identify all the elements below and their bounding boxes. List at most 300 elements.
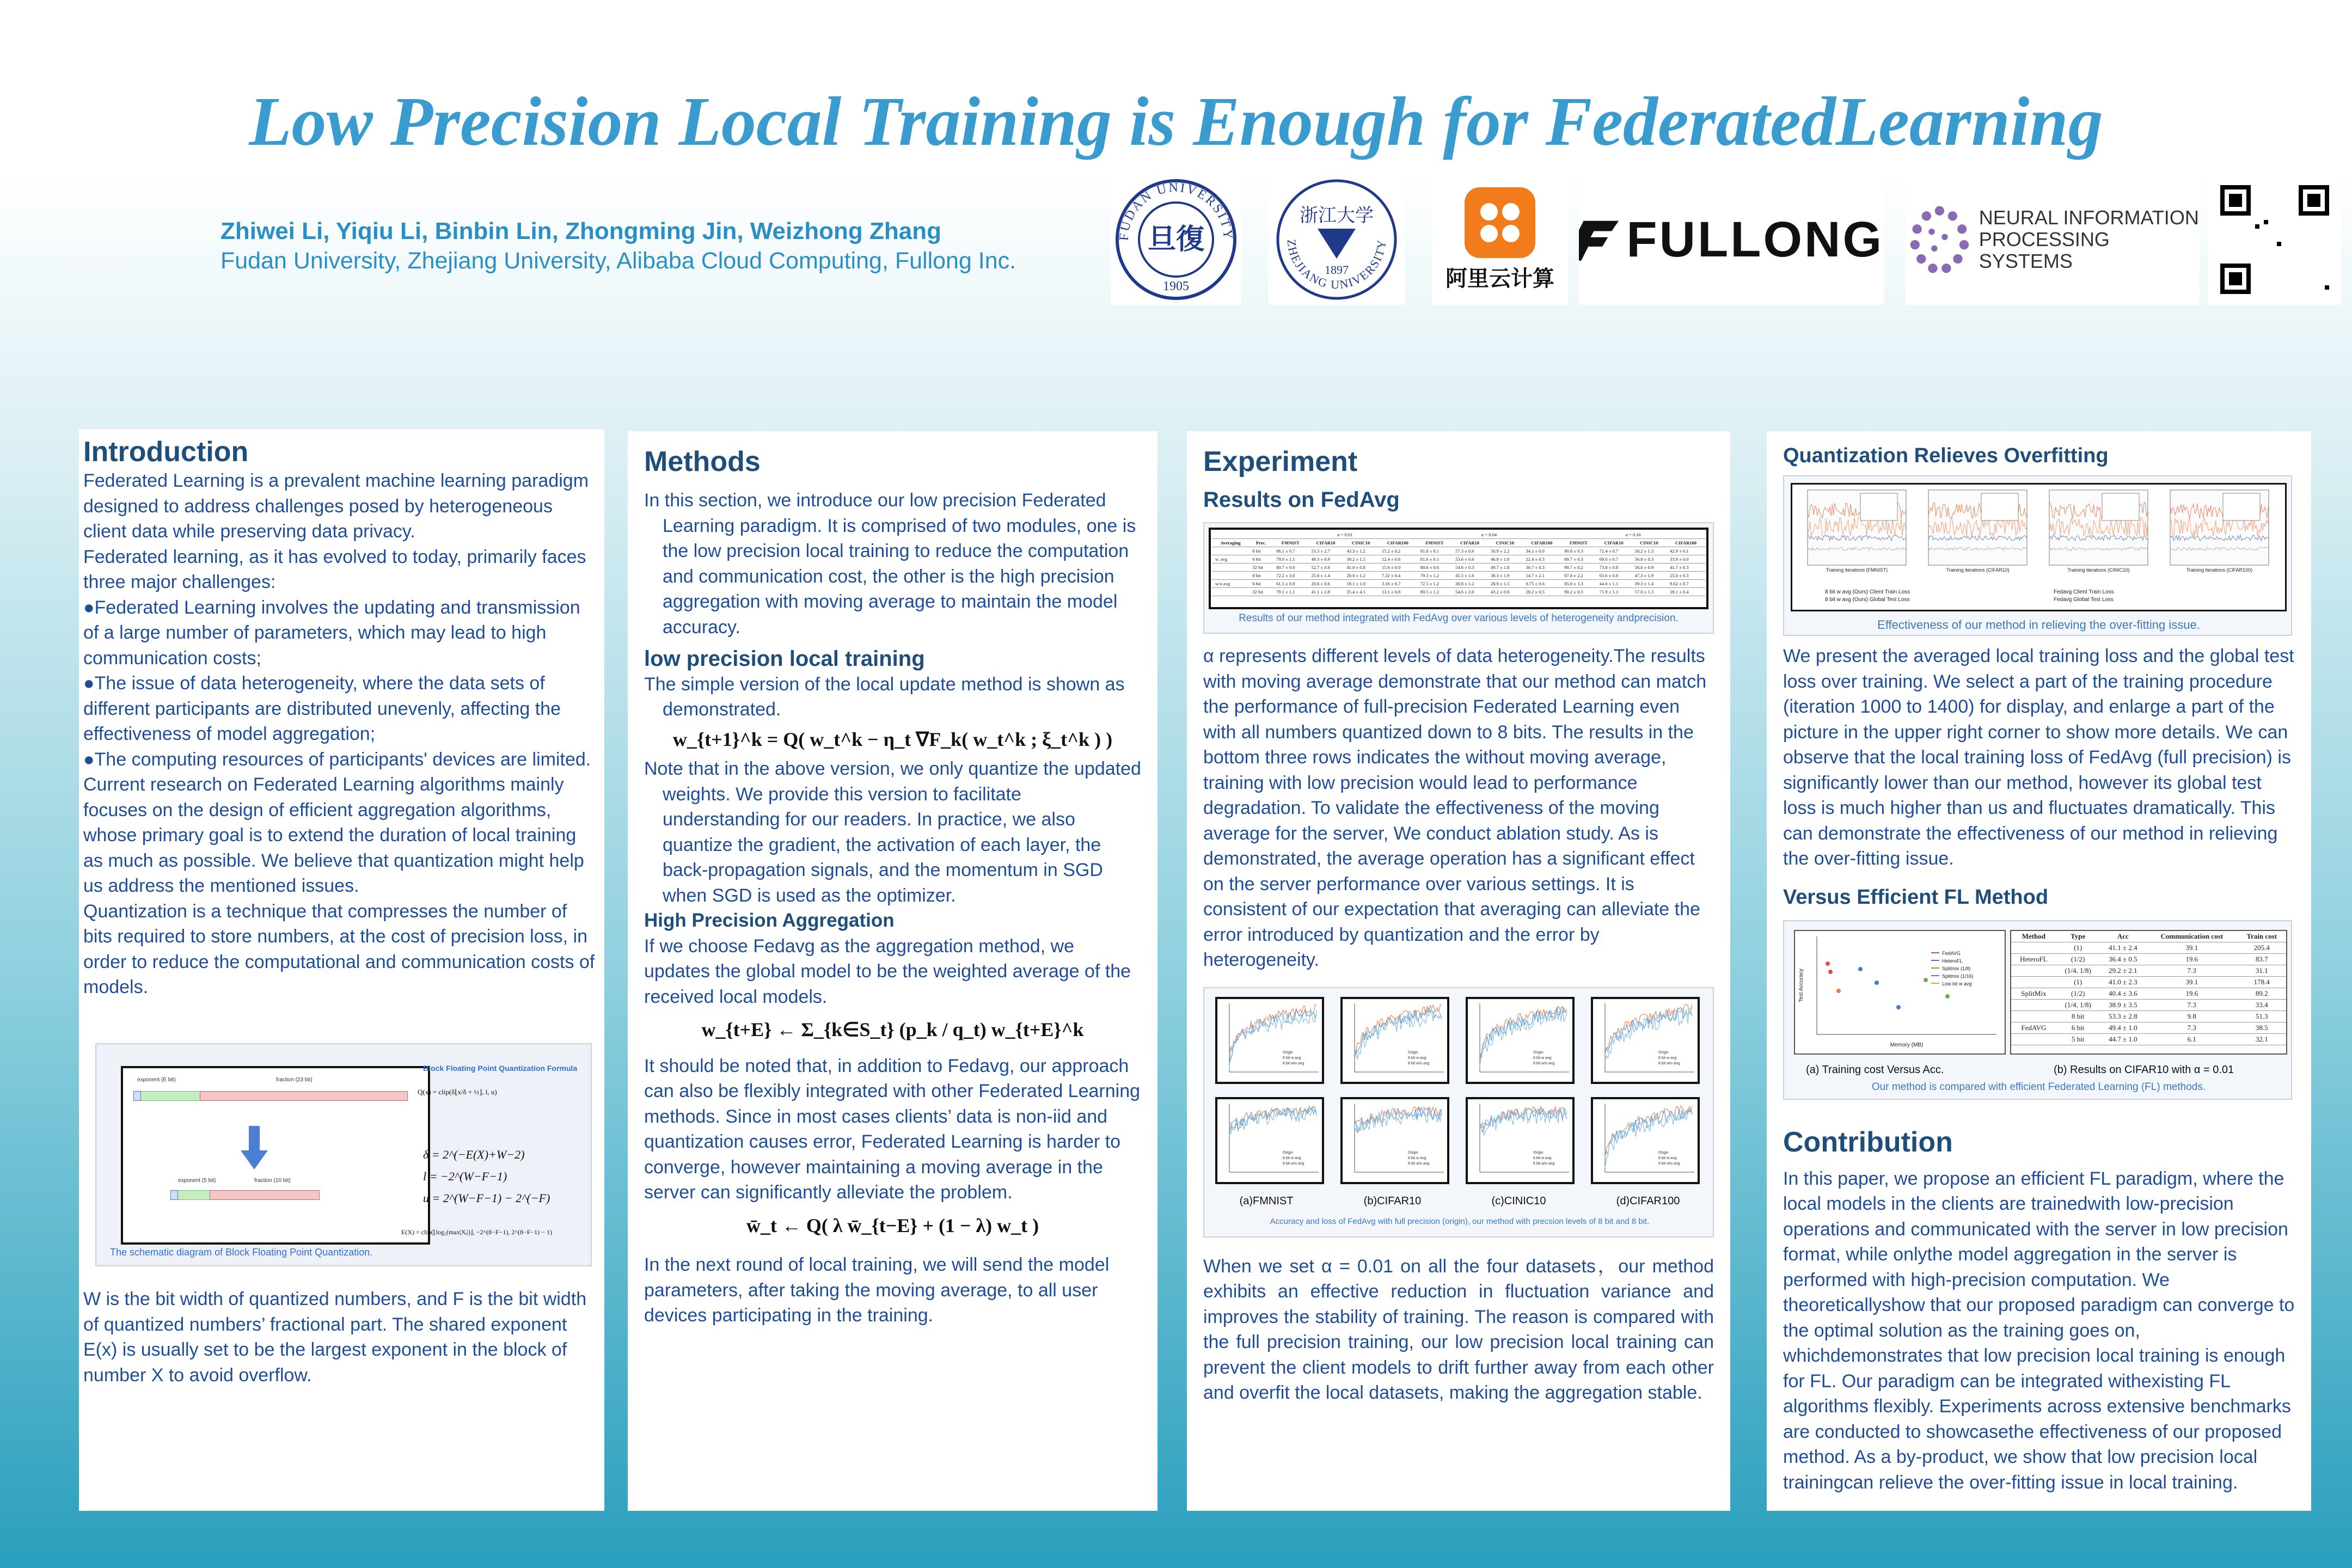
table-cell: 40.4 ± 3.6 <box>2100 988 2147 999</box>
methods-final: In the next round of local training, we will send the model parameters, after taking the moving average, to all user devices participating in the training. <box>644 1254 1110 1326</box>
table-cell: HeteroFL <box>2011 953 2056 965</box>
versus-results-table <box>2011 931 2286 1045</box>
plot-point <box>1858 967 1863 971</box>
table-cell <box>1212 564 1249 572</box>
mini-legend-label: 8 bit w avg <box>1408 1056 1426 1060</box>
versus-sub-a: (a) Training cost Versus Acc. <box>1806 1063 1944 1076</box>
table-cell <box>2011 999 2056 1010</box>
table-row <box>2011 988 2286 999</box>
table-cell: 205.4 <box>2237 942 2286 953</box>
plot-xlabel: Memory (MB) <box>1890 1042 1924 1048</box>
plot-legend-label: Splitmix (1/16) <box>1942 973 1974 979</box>
table-cell: 39.1 <box>2146 942 2237 953</box>
zju-year: 1897 <box>1325 263 1349 277</box>
table-cell: 7.3 <box>2146 965 2237 976</box>
experiment-para1: α represents different levels of data heterogeneity.The results with moving average demonstrate that our method can match the performance of full-precision Federated Learning even with all numbers quantized down to 8 bits. The results in the bottom three rows indicates the without moving average, training with low precision would lead to performance degradation. To validate the effectiveness of the moving average for the server, We conduct ablation study. As is demonstrated, the average operation has a significant effect on the server performance over various settings. It is consistent of our expectation that averaging can alleviate the error introduced by quantization and the error by heterogeneity. <box>1203 646 1707 970</box>
table-cell: 56.6 ± 0.9 <box>1632 564 1667 572</box>
table-cell: 80.6 ± 0.6 <box>1417 564 1452 572</box>
eq-aggregation: w_{t+E} ← Σ_{k∈S_t} (p_k / q_t) w_{t+E}^k <box>701 1019 1084 1040</box>
table-cell: 6 bit <box>1249 555 1273 564</box>
overfitting-xlabel: Training iterations (CIFAR10) <box>1946 567 2010 573</box>
intro-paragraph: Federated learning, as it has evolved to today, primarily faces three major challenges: <box>83 546 586 592</box>
table-row <box>2011 953 2286 965</box>
table-cell: 41.1 ± 2.8 <box>1308 588 1344 596</box>
overfitting-legend-label: Fedavg Global Test Loss <box>2054 597 2114 603</box>
table-cell: 25.0 ± 0.3 <box>1667 572 1705 580</box>
bfp-exp-label: exponent (E bit) <box>137 1077 176 1083</box>
table-cell: 90.2 ± 0.3 <box>1561 588 1596 596</box>
table-cell: 80.5 ± 1.2 <box>1417 588 1452 596</box>
table-cell <box>2011 1010 2056 1022</box>
fedavg-mini-chart <box>1215 997 1324 1084</box>
table-header-cell: CIFAR100 <box>1667 539 1705 547</box>
fedavg-chart-caption: Accuracy and loss of FedAvg with full precision (origin), our method with precsion levels of 8 bit and 8 bit. <box>1270 1216 1650 1226</box>
authors: Zhiwei Li, Yiqiu Li, Binbin Lin, Zhongming Jin, Weizhong Zhang <box>220 218 941 244</box>
table-header-cell: Averaging <box>1212 539 1249 547</box>
contribution-heading: Contribution <box>1783 1126 1953 1158</box>
fudan-year: 1905 <box>1163 279 1189 293</box>
table-row <box>2011 965 2286 976</box>
table-cell: 33.4 <box>2237 999 2286 1010</box>
table-cell: 47.3 ± 1.9 <box>1632 572 1667 580</box>
table-header-cell: FMNIST <box>1561 539 1596 547</box>
experiment-para2: When we set α = 0.01 on all the four datasets，our method exhibits an effective reduction in fluctuation variance and improves the stability of training. The reason is compared with the full precision training, our low precision local training can prevent the client models to drift further away from each other and overfit the local datasets, making the aggregation stable. <box>1203 1255 1714 1403</box>
overfitting-caption: Effectiveness of our method in relieving the over-fitting issue. <box>1877 618 2200 632</box>
versus-sub-b: (b) Results on CIFAR10 with α = 0.01 <box>2054 1063 2234 1076</box>
table-cell: 35.4 ± 4.1 <box>1343 588 1378 596</box>
table-cell: 38.9 ± 3.5 <box>2100 999 2147 1010</box>
table-row <box>1212 547 1705 555</box>
mini-chart-label: (d)CIFAR100 <box>1616 1195 1680 1207</box>
fullong-logo <box>1579 174 1884 305</box>
overfitting-figure <box>1783 475 2292 636</box>
table-cell: 53.3 ± 2.7 <box>1308 547 1344 555</box>
mini-chart-label: (a)FMNIST <box>1239 1195 1294 1207</box>
overfitting-legend-label: Fedavg Client Train Loss <box>2054 589 2114 595</box>
poster-title: Low Precision Local Training is Enough for FederatedLearning <box>249 83 2103 160</box>
bfp-figure <box>95 1043 592 1266</box>
overfitting-legend-label: 8 bit w avg (Ours) Global Test Loss <box>1825 597 1910 603</box>
zju-glyph: 浙江大学 <box>1300 205 1374 226</box>
plot-legend-label: Low bit w avg <box>1942 981 1972 987</box>
table-header-cell: FMNIST <box>1417 539 1452 547</box>
intro-bullet: ●The computing resources of participants' devices are limited. <box>83 749 591 770</box>
table-cell: 57.3 ± 0.6 <box>1452 547 1487 555</box>
table-header-cell: CIFAR10 <box>1452 539 1487 547</box>
introduction-panel <box>79 429 604 1511</box>
methods-note2: It should be noted that, in addition to Fedavg, our approach can also be flexibly integrated with other Federated Learning methods. Since in most cases clients’ data is non-iid and quantization causes error, Federated Learning is harder to converge, however maintaining a moving average in the server can significantly alleviate the problem. <box>644 1055 1141 1203</box>
fudan-logo <box>1111 174 1241 305</box>
table-cell: (1/4, 1/8) <box>2056 965 2100 976</box>
mini-legend-label: 8 bit w/o avg <box>1408 1061 1430 1065</box>
table-header-cell: Type <box>2056 931 2100 942</box>
table-cell: 49.7 ± 1.8 <box>1487 564 1522 572</box>
table-cell: 81.6 ± 0.1 <box>1417 555 1452 564</box>
table-cell: 43.2 ± 0.6 <box>1487 588 1522 596</box>
table-cell: 7.3 <box>2146 999 2237 1010</box>
mini-legend-label: 8 bit w avg <box>1408 1156 1426 1160</box>
plot-legend-label: Splitmix (1/8) <box>1942 965 1971 971</box>
table-cell: 72.4 ± 0.7 <box>1596 547 1632 555</box>
table-cell: 38.5 <box>2237 1022 2286 1033</box>
table-cell: 15.2 ± 0.2 <box>1379 547 1417 555</box>
table-cell: 6 bit <box>2056 1022 2100 1033</box>
table-cell: 41.7 ± 0.3 <box>1667 564 1705 572</box>
zju-ring-text: ZHEJIANG UNIVERSITY <box>1284 238 1389 292</box>
table-cell: (1/2) <box>2056 953 2100 965</box>
table-row <box>2011 976 2286 988</box>
table-cell: 39.3 ± 1.4 <box>1632 580 1667 588</box>
introduction-text <box>83 468 600 1000</box>
table-cell: 71.9 ± 1.3 <box>1596 588 1632 596</box>
table-cell: 49.4 ± 1.0 <box>2100 1022 2147 1033</box>
plot-point <box>1836 989 1841 993</box>
table-cell: 29.2 ± 2.1 <box>2100 965 2147 976</box>
table-cell: 85.0 ± 1.3 <box>1561 580 1596 588</box>
table-cell: 72.5 ± 1.2 <box>1417 580 1452 588</box>
table-header-cell: CIFAR100 <box>1379 539 1417 547</box>
alpha-group-header: α = 0.04 <box>1417 531 1561 539</box>
table-cell: 7.32 ± 0.4 <box>1379 572 1417 580</box>
table-cell <box>2011 965 2056 976</box>
table-header-cell: CIFAR100 <box>1522 539 1561 547</box>
table-cell: 39.2 ± 1.5 <box>1343 555 1378 564</box>
table-cell: (1) <box>2056 942 2100 953</box>
table-cell: 87.8 ± 2.2 <box>1561 572 1596 580</box>
table-cell: 30.7 ± 0.3 <box>1522 564 1561 572</box>
table-header-cell: Acc <box>2100 931 2147 942</box>
alibaba-cloud-text: 阿里云计算 <box>1445 266 1554 291</box>
table-cell: 45.5 ± 1.6 <box>1452 572 1487 580</box>
mini-legend-label: Origin <box>1533 1150 1543 1155</box>
table-cell: 9.8 <box>2146 1010 2237 1022</box>
intro-bullet: ●Federated Learning involves the updating and transmission of a large number of parameters, which may lead to high communication costs; <box>83 597 580 669</box>
table-cell: 80.7 ± 0.6 <box>1273 564 1308 572</box>
table-cell: 56.8 ± 0.3 <box>1632 555 1667 564</box>
table-cell: 28.9 ± 1.5 <box>1487 580 1522 588</box>
table-cell: (1) <box>2056 976 2100 988</box>
table-cell: (1/4, 1/8) <box>2056 999 2100 1010</box>
experiment-heading: Experiment <box>1203 446 1358 477</box>
table-cell: 6.1 <box>2146 1033 2237 1045</box>
bfp-formula-title: Block Floating Point Quantization Formula <box>423 1064 578 1073</box>
bfp-eq-e: E(X) = clip(⌊log₂(max|Xᵢ|)⌋, −2^(8−F−1), 2^(8−F−1) − 1) <box>401 1228 552 1236</box>
table-header-cell: CINIC10 <box>1343 539 1378 547</box>
fedavg-results-figure <box>1203 522 1714 634</box>
table-cell: 25.6 ± 1.4 <box>1308 572 1344 580</box>
mini-legend-label: 8 bit w avg <box>1283 1156 1301 1160</box>
table-cell: 28.2 ± 0.5 <box>1522 588 1561 596</box>
table-cell: 51.3 <box>2237 1010 2286 1022</box>
table-row <box>2011 1022 2286 1033</box>
methods-panel <box>628 431 1157 1511</box>
table-cell <box>1212 547 1249 555</box>
mini-chart-label: (c)CINIC10 <box>1491 1195 1546 1207</box>
table-cell: 14.7 ± 2.1 <box>1522 572 1561 580</box>
plot-ylabel: Test Accuracy <box>1798 968 1804 1002</box>
table-row <box>1212 555 1705 564</box>
table-cell <box>2011 976 2056 988</box>
table-row <box>1212 588 1705 596</box>
mini-legend-label: 8 bit w/o avg <box>1533 1061 1555 1065</box>
table-cell: 44.7 ± 1.0 <box>2100 1033 2147 1045</box>
table-cell: 79.1 ± 1.1 <box>1273 588 1308 596</box>
table-header-cell: CINIC10 <box>1632 539 1667 547</box>
table-cell: 20.0 ± 1.2 <box>1343 572 1378 580</box>
table-cell: 18.1 ± 1.0 <box>1343 580 1378 588</box>
contribution-text: In this paper, we propose an efficient FL paradigm, where the local models in the clients are trainedwith low-precision operations and communicated with the server in low precision format, while onlythe model aggregation in the server is performed with high-precision computation. We theoreticallyshow that our proposed paradigm can converge to the optimal solution as the training goes on, whichdemonstrates that low precision local training is enough for FL. Our paradigm can be integrated withexisting FL algorithms flexibly. Experiments across extensive benchmarks are conducted to showcasethe effectiveness of our proposed method. As a by-product, we show that low precision local trainingcan relieve the over-fitting issue in local training. <box>1783 1168 2295 1493</box>
table-cell: 8 bit <box>1249 547 1273 555</box>
table-cell: (1/2) <box>2056 988 2100 999</box>
table-cell: 38.1 ± 0.4 <box>1667 588 1705 596</box>
mini-legend-label: 8 bit w avg <box>1283 1056 1301 1060</box>
fedavg-mini-chart <box>1466 997 1575 1084</box>
table-cell: 90.8 ± 0.3 <box>1561 547 1596 555</box>
table-cell: 32 bit <box>1249 564 1273 572</box>
experiment-sub: Results on FedAvg <box>1203 488 1400 512</box>
plot-point <box>1875 981 1879 985</box>
table-header-cell: Method <box>2011 931 2056 942</box>
alibaba-cloud-logo <box>1432 174 1568 305</box>
mini-legend-label: Origin <box>1283 1150 1293 1155</box>
mini-legend-label: Origin <box>1658 1050 1669 1055</box>
table-cell: 3.16 ± 0.7 <box>1379 580 1417 588</box>
mini-legend-label: 8 bit w/o avg <box>1658 1161 1680 1166</box>
bfp-eq-delta: δ = 2^(−E(X)+W−2) <box>423 1148 525 1161</box>
bfp-frac-label: fraction (23 bit) <box>276 1077 313 1083</box>
table-row <box>1212 572 1705 580</box>
table-cell: 19.6 <box>2146 988 2237 999</box>
table-cell: 46.8 ± 1.6 <box>1487 555 1522 564</box>
intro-bullet: ●The issue of data heterogeneity, where the data sets of different participants are distributed unevenly, affecting the effectiveness of model aggregation; <box>83 673 561 744</box>
table-cell: 32.1 <box>2237 1033 2286 1045</box>
table-header-cell: FMNIST <box>1273 539 1308 547</box>
eq-moving-average: w̄_t ← Q( λ w̄_{t−E} + (1 − λ) w_t ) <box>746 1214 1039 1236</box>
qr-code[interactable] <box>2208 174 2341 305</box>
fedavg-mini-chart <box>1340 997 1449 1084</box>
table-cell: 63.6 ± 0.8 <box>1596 572 1632 580</box>
table-row <box>1212 580 1705 588</box>
table-cell: 53.3 ± 2.8 <box>2100 1010 2147 1022</box>
fedavg-mini-chart <box>1466 1097 1575 1184</box>
mini-legend-label: 8 bit w avg <box>1533 1156 1552 1160</box>
table-cell: 6 bit <box>1249 580 1273 588</box>
table-row <box>2011 1010 2286 1022</box>
plot-point <box>1828 970 1833 974</box>
table-row <box>2011 942 2286 953</box>
table-cell: 178.4 <box>2237 976 2286 988</box>
fedavg-table-caption: Results of our method integrated with FedAvg over various levels of heterogeneity andprecision. <box>1239 612 1679 624</box>
table-cell: 12.4 ± 0.6 <box>1379 555 1417 564</box>
table-cell: w/o avg <box>1212 580 1249 588</box>
mini-legend-label: 8 bit w avg <box>1533 1056 1552 1060</box>
table-cell: 41.0 ± 2.3 <box>2100 976 2147 988</box>
table-cell: 38.3 ± 1.9 <box>1487 572 1522 580</box>
bfp-exp-label-5bit: exponent (5 bit) <box>178 1178 216 1184</box>
table-cell: 53.6 ± 0.6 <box>1452 555 1487 564</box>
table-cell: 31.1 <box>2237 965 2286 976</box>
intro-after-text: W is the bit width of quantized numbers, and F is the bit width of quantized numbers’ fractional part. The shared exponent E(x) is usually set to be the largest exponent in the block of number X to avoid overflow. <box>83 1289 587 1386</box>
intro-paragraph: Federated Learning is a prevalent machine learning paradigm designed to address challenges posed by heterogeneous client data while preserving data privacy. <box>83 470 589 542</box>
mini-legend-label: 8 bit w/o avg <box>1658 1061 1680 1065</box>
table-cell: 6.75 ± 0.6 <box>1522 580 1561 588</box>
plot-legend-label: FedAVG <box>1942 950 1961 956</box>
fedavg-mini-chart <box>1591 1097 1700 1184</box>
table-cell: 41.1 ± 2.4 <box>2100 942 2147 953</box>
mini-legend-label: 8 bit w/o avg <box>1533 1161 1555 1166</box>
mini-legend-label: Origin <box>1408 1150 1418 1155</box>
zju-logo <box>1269 174 1405 305</box>
plot-point <box>1896 1005 1901 1009</box>
affiliations: Fudan University, Zhejiang University, Alibaba Cloud Computing, Fullong Inc. <box>220 248 1016 274</box>
table-cell: 49.3 ± 0.9 <box>1308 555 1344 564</box>
table-cell <box>2011 1033 2056 1045</box>
mini-legend-label: 8 bit w/o avg <box>1408 1161 1430 1166</box>
bfp-caption: The schematic diagram of Block Floating Point Quantization. <box>110 1247 373 1258</box>
training-cost-plot <box>1795 931 2002 1051</box>
overfitting-legend-label: 8 bit w avg (Ours) Client Train Loss <box>1825 589 1910 595</box>
table-cell: 7.3 <box>2146 1022 2237 1033</box>
table-cell: 13.1 ± 0.8 <box>1379 588 1417 596</box>
fudan-ring-text: FUDAN UNIVERSITY <box>1117 180 1235 242</box>
table-cell: FedAVG <box>2011 1022 2056 1033</box>
table-cell <box>2011 942 2056 953</box>
table-cell: 8 bit <box>1249 572 1273 580</box>
table-cell: 83.7 <box>2237 953 2286 965</box>
versus-figure <box>1783 920 2292 1100</box>
table-cell: 9.62 ± 0.7 <box>1667 580 1705 588</box>
fedavg-mini-chart <box>1340 1097 1449 1184</box>
table-row <box>2011 999 2286 1010</box>
table-cell: 81.8 ± 0.1 <box>1417 547 1452 555</box>
table-cell: 8 bit <box>2056 1010 2100 1022</box>
table-header-cell: Prec. <box>1249 539 1273 547</box>
table-cell: 72.2 ± 3.0 <box>1273 572 1308 580</box>
plot-point <box>1924 978 1928 982</box>
table-header-cell: Train cost <box>2237 931 2286 942</box>
table-cell: 69.6 ± 0.7 <box>1596 555 1632 564</box>
mini-legend-label: Origin <box>1533 1050 1543 1055</box>
overfitting-text: We present the averaged local training loss and the global test loss over training. We select a part of the training procedure (iteration 1000 to 1400) for display, and enlarge a part of the picture in the upper right corner to show more details. We can observe that the local training loss of FedAvg (full precision) is significantly lower than our method, however its global test loss is much higher than us and fluctuates dramatically. This can demonstrate the effectiveness of our method in relieving the over-fitting issue. <box>1783 646 2294 869</box>
methods-heading: Methods <box>644 446 761 477</box>
table-cell: 34.1 ± 0.0 <box>1522 547 1561 555</box>
methods-sub-local: low precision local training <box>644 647 925 671</box>
versus-caption: Our method is compared with efficient Federated Learning (FL) methods. <box>1871 1081 2206 1093</box>
plot-legend-label: HeteroFL <box>1942 958 1963 964</box>
bfp-frac-label-10bit: fraction (10 bit) <box>254 1178 291 1184</box>
table-cell: 33.9 ± 0.0 <box>1667 555 1705 564</box>
fedavg-mini-chart <box>1591 997 1700 1084</box>
methods-sub-aggregation: High Precision Aggregation <box>644 910 895 931</box>
table-cell: w. avg <box>1212 555 1249 564</box>
intro-paragraph: Quantization is a technique that compresses the number of bits required to store numbers, at the cost of precision loss, in order to reduce the computational and communication costs of models. <box>83 901 595 997</box>
overfitting-xlabel: Training iterations (CINIC10) <box>2067 567 2130 573</box>
experiment-panel <box>1187 431 1730 1511</box>
table-cell: 36.4 ± 0.5 <box>2100 953 2147 965</box>
table-cell: 73.8 ± 0.8 <box>1596 564 1632 572</box>
fudan-glyph: 旦復 <box>1147 223 1205 256</box>
overfitting-xlabel: Training iterations (CIFAR100) <box>2186 567 2253 573</box>
alpha-group-header: α = 0.16 <box>1561 531 1705 539</box>
table-cell: 32 bit <box>1249 588 1273 596</box>
fedavg-mini-chart <box>1215 1097 1324 1184</box>
table-cell: 30.8 ± 1.2 <box>1452 580 1487 588</box>
table-cell: 15.6 ± 0.0 <box>1379 564 1417 572</box>
table-cell: 79.3 ± 1.2 <box>1417 572 1452 580</box>
fedavg-charts-figure <box>1203 987 1714 1238</box>
table-cell: 41.0 ± 0.8 <box>1343 564 1378 572</box>
fullong-text: FULLONG <box>1626 211 1884 267</box>
methods-intro: In this section, we introduce our low precision Federated Learning paradigm. It is comprised of two modules, one is the low precision local training to reduce the computation and communication cost, the other is the high precision aggregation with moving average to maintain the model accuracy. <box>644 490 1136 638</box>
overfitting-xlabel: Training iterations (FMNIST) <box>1826 567 1888 573</box>
table-row <box>2011 1033 2286 1045</box>
table-header-cell: CIFAR10 <box>1596 539 1632 547</box>
alpha-group-header: α = 0.01 <box>1273 531 1417 539</box>
bfp-eq-q: Q(x) = clip(δ⌊x/δ + ½⌋, l, u) <box>418 1088 497 1096</box>
methods-local-text: The simple version of the local update method is shown as demonstrated. <box>644 673 1125 720</box>
mini-legend-label: 8 bit w/o avg <box>1283 1061 1304 1065</box>
plot-point <box>1826 961 1830 966</box>
overfitting-heading: Quantization Relieves Overfitting <box>1783 444 2109 467</box>
table-cell <box>1212 572 1249 580</box>
table-cell: 57.0 ± 1.3 <box>1632 588 1667 596</box>
table-cell: 5 bit <box>2056 1033 2100 1045</box>
mini-legend-label: 8 bit w/o avg <box>1283 1161 1304 1166</box>
mini-legend-label: Origin <box>1658 1150 1669 1155</box>
methods-note: Note that in the above version, we only quantize the updated weights. We provide this version to facilitate understanding for our readers. In practice, we also quantize the gradient, the activation of each layer, the back-propagation signals, and the momentum in SGD when SGD is used as the optimizer. <box>644 758 1141 906</box>
plot-point <box>1945 994 1950 999</box>
table-header-cell: Communication cost <box>2146 931 2237 942</box>
bfp-eq-l: l = −2^(W−F−1) <box>423 1169 507 1183</box>
neurips-line1: NEURAL INFORMATION <box>1979 206 2199 229</box>
mini-legend-label: 8 bit w avg <box>1658 1056 1677 1060</box>
table-cell: 19.6 <box>2146 953 2237 965</box>
table-cell: 54.6 ± 0.3 <box>1452 564 1487 572</box>
table-cell: 44.6 ± 1.1 <box>1596 580 1632 588</box>
table-cell <box>1212 588 1249 596</box>
table-cell: 42.9 ± 0.1 <box>1667 547 1705 555</box>
mini-legend-label: Origin <box>1283 1050 1293 1055</box>
bfp-eq-u: u = 2^(W−F−1) − 2^(−F) <box>423 1191 550 1205</box>
methods-aggregation-text: If we choose Fedavg as the aggregation method, we updates the global model to be the weighted average of the received local models. <box>644 935 1131 1007</box>
table-cell: 54.6 ± 2.0 <box>1452 588 1487 596</box>
right-panel <box>1767 431 2311 1511</box>
mini-chart-label: (b)CIFAR10 <box>1363 1195 1422 1207</box>
table-cell: 89.7 ± 0.3 <box>1561 555 1596 564</box>
table-cell: SplitMix <box>2011 988 2056 999</box>
table-row <box>1212 564 1705 572</box>
fedavg-results-table <box>1212 531 1705 596</box>
table-cell: 79.0 ± 1.1 <box>1273 555 1308 564</box>
table-cell: 86.1 ± 0.7 <box>1273 547 1308 555</box>
eq-local-update: w_{t+1}^k = Q( w_t^k − η_t ∇F_k( w_t^k ; ξ_t^k ) ) <box>672 728 1113 750</box>
table-cell: 61.5 ± 0.8 <box>1273 580 1308 588</box>
table-cell: 50.9 ± 2.2 <box>1487 547 1522 555</box>
table-cell: 90.7 ± 0.2 <box>1561 564 1596 572</box>
table-cell: 39.1 <box>2146 976 2237 988</box>
table-cell: 22.4 ± 0.3 <box>1522 555 1561 564</box>
table-cell: 89.2 <box>2237 988 2286 999</box>
neurips-logo <box>1906 174 2200 305</box>
versus-heading: Versus Efficient FL Method <box>1783 885 2049 909</box>
mini-legend-label: 8 bit w avg <box>1658 1156 1677 1160</box>
table-header-cell: CINIC10 <box>1487 539 1522 547</box>
table-header-cell: CIFAR10 <box>1308 539 1344 547</box>
table-cell: 20.6 ± 0.6 <box>1308 580 1344 588</box>
mini-legend-label: Origin <box>1408 1050 1418 1055</box>
overfitting-charts <box>1792 485 2282 607</box>
table-cell: 43.3 ± 1.2 <box>1343 547 1378 555</box>
